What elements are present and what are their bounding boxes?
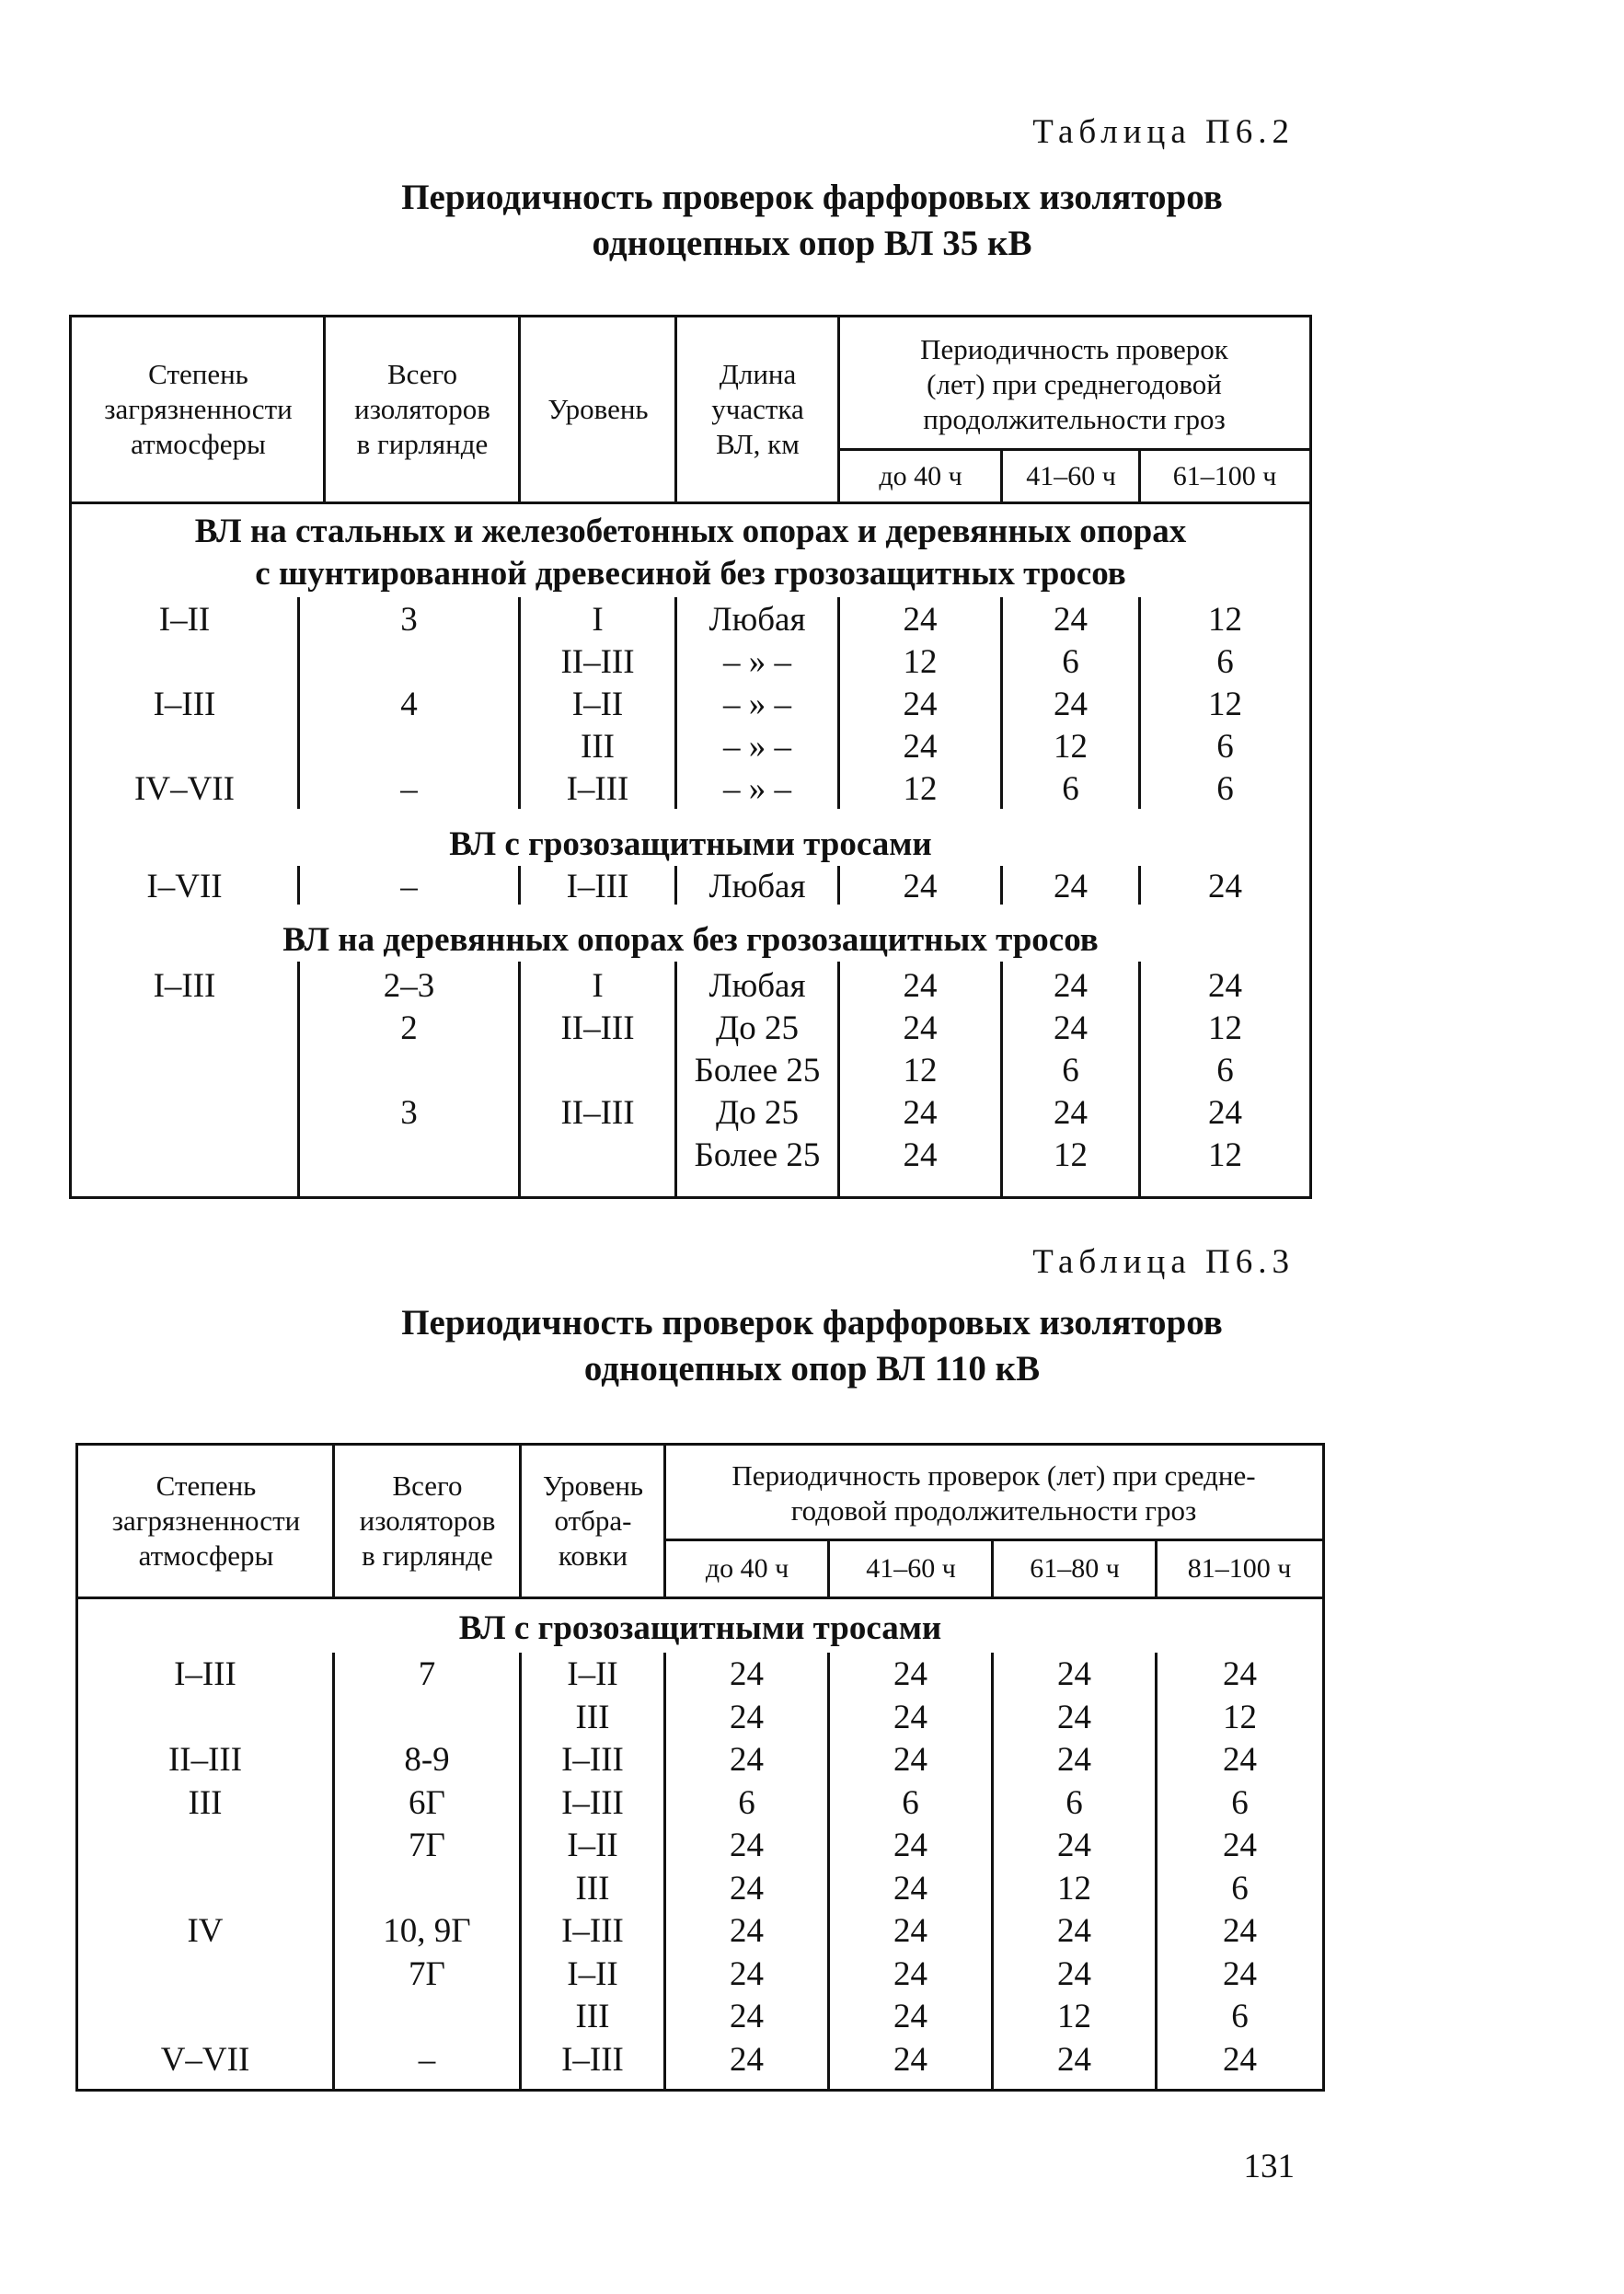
table-cell: 6 [1216, 1052, 1234, 1089]
table-cell [300, 1135, 518, 1177]
t2-header-divider [1155, 1539, 1158, 1597]
table-cell: Любая [708, 601, 806, 639]
table-cell: 12 [1054, 1136, 1088, 1174]
t1-section-heading: ВЛ на деревянных опорах без грозозащитных тросов [282, 921, 1099, 959]
table-cell: – » – [723, 770, 791, 808]
table-cell: 24 [1054, 686, 1088, 723]
header-text: Всего [386, 358, 458, 390]
t2-header-divider [991, 1539, 994, 1597]
table-cell: 24 [893, 1741, 927, 1779]
table-cell: 12 [1208, 601, 1242, 639]
table-cell [335, 1868, 519, 1910]
table-cell: – » – [723, 728, 791, 766]
table-cell: 6 [1216, 728, 1234, 766]
table-cell: 24 [1054, 601, 1088, 639]
table-cell: 24 [1054, 1009, 1088, 1047]
table-cell: I–III [561, 2040, 624, 2079]
table-cell: I–II [567, 1827, 618, 1864]
table-cell: – [400, 868, 418, 905]
t1-header-pollution [72, 317, 325, 501]
table2-title-line: одноцепных опор ВЛ 110 кВ [583, 1349, 1041, 1389]
header-text: атмосферы [131, 428, 266, 460]
table-cell: 24 [903, 601, 938, 639]
table-cell [78, 1697, 332, 1739]
t2-header-bottom-rule [78, 1597, 1322, 1599]
table-cell: II–III [560, 1094, 635, 1132]
table-cell: 24 [1057, 1655, 1091, 1693]
table-cell [300, 726, 518, 768]
table-cell: III [575, 1998, 610, 2035]
table-cell: 6 [1065, 1783, 1083, 1822]
table-cell: 6 [1062, 643, 1079, 681]
table-cell: 24 [1054, 967, 1088, 1005]
table-cell: 24 [1057, 1741, 1091, 1779]
table2-title-line: Периодичность проверок фарфоровых изоляторов [401, 1303, 1223, 1343]
table-cell: До 25 [716, 1094, 799, 1132]
table2-label: Таблица П6.3 [1032, 1243, 1295, 1281]
table-cell: 24 [893, 1998, 927, 2035]
table-cell: 24 [1223, 1912, 1257, 1950]
table-cell: I–III [561, 1912, 624, 1950]
table-cell: 24 [893, 1698, 927, 1736]
table-cell: I–III [561, 1783, 624, 1822]
table-cell: I–III [566, 770, 629, 808]
table-cell: 24 [1208, 868, 1242, 905]
t2-header-pollution [78, 1446, 334, 1597]
table-cell: III [575, 1869, 610, 1908]
table-cell [72, 1135, 297, 1177]
table-cell: I–II [567, 1655, 618, 1693]
table-cell: I–VII [146, 868, 223, 905]
t1-header-insulators [325, 317, 520, 501]
table-cell: III [188, 1783, 223, 1822]
table-cell: 24 [893, 2040, 927, 2079]
table-cell: 6 [1062, 770, 1079, 808]
table-cell: 24 [903, 1094, 938, 1132]
table-cell [78, 1954, 332, 1996]
table1-title-line: Периодичность проверок фарфоровых изоляторов [401, 178, 1223, 217]
table-cell: 10, 9Г [383, 1912, 471, 1950]
table-cell: 24 [730, 1869, 764, 1908]
t2-header-divider [827, 1539, 830, 1597]
header-text: Периодичность проверок [920, 332, 1228, 365]
table-cell: I–III [153, 686, 216, 723]
table-cell [72, 726, 297, 768]
table-cell [72, 641, 297, 684]
t2-header-sub-60: 41–60 ч [866, 1553, 956, 1584]
table-cell: 24 [903, 967, 938, 1005]
table-cell: II–III [560, 1009, 635, 1047]
table-cell: 7Г [409, 1954, 445, 1993]
table-cell: 7Г [409, 1827, 445, 1864]
table-cell: I–II [158, 601, 211, 639]
table1 [69, 315, 1312, 1199]
table-cell: 12 [1223, 1698, 1257, 1736]
header-text: Степень [148, 358, 248, 390]
header-text: Длина [719, 358, 797, 390]
table-cell: 12 [1057, 1998, 1091, 2035]
table-cell: – [400, 770, 418, 808]
table-cell: II–III [167, 1741, 243, 1779]
table-cell [521, 1135, 674, 1177]
t1-header-divider [1000, 448, 1003, 501]
table-cell: 12 [1057, 1869, 1091, 1908]
header-text: загрязненности [104, 393, 293, 425]
table-cell: 6 [1216, 643, 1234, 681]
table-cell: I–II [567, 1954, 618, 1993]
table-cell: 12 [1208, 686, 1242, 723]
table-cell: I–III [153, 967, 216, 1005]
table-cell: I [592, 967, 604, 1005]
table-cell: 12 [1208, 1136, 1242, 1174]
table-cell: 24 [1223, 1741, 1257, 1779]
table-cell [78, 1996, 332, 2038]
section-heading-line: с шунтированной древесиной без грозозащитных тросов [255, 555, 1126, 593]
table-cell: 24 [730, 1912, 764, 1950]
table-cell: 24 [893, 1655, 927, 1693]
table-cell: 24 [1223, 1827, 1257, 1864]
t2-subheader-rule [665, 1539, 1322, 1541]
table1-title-line: одноцепных опор ВЛ 35 кВ [592, 224, 1032, 263]
header-text: ковки [558, 1539, 628, 1572]
table-cell: 24 [730, 1741, 764, 1779]
t1-header-bottom-rule [72, 501, 1309, 504]
t2-header-divider [332, 1446, 335, 1597]
table-cell: I–III [174, 1655, 236, 1693]
table-cell: 12 [1054, 728, 1088, 766]
t1-header-divider [1138, 448, 1141, 501]
table-cell: 24 [730, 1698, 764, 1736]
t1-header-sub-60: 41–60 ч [1026, 460, 1116, 491]
t1-header-divider [323, 317, 326, 501]
t1-header-period [839, 317, 1309, 451]
table-cell: Более 25 [694, 1136, 821, 1174]
table-cell: 24 [730, 1655, 764, 1693]
table-cell: 24 [903, 728, 938, 766]
header-text: в гирлянде [356, 428, 489, 460]
table-cell: 24 [1057, 1827, 1091, 1864]
table1-label: Таблица П6.2 [1032, 113, 1295, 151]
t2-header-sub-100: 81–100 ч [1187, 1553, 1292, 1584]
t1-header-divider [518, 317, 521, 501]
header-text: отбра- [554, 1504, 632, 1537]
table-cell: 24 [1057, 1954, 1091, 1993]
table-cell: 24 [1208, 967, 1242, 1005]
table-cell: 24 [893, 1954, 927, 1993]
header-text: изоляторов [359, 1504, 496, 1537]
t2-header-sub-40: до 40 ч [705, 1553, 789, 1584]
table-cell: 24 [1057, 1912, 1091, 1950]
table-cell: 24 [1054, 1094, 1088, 1132]
table-cell: I–III [566, 868, 629, 905]
header-text: участка [711, 393, 804, 425]
table-cell: 24 [893, 1912, 927, 1950]
t2-header-divider [663, 1446, 666, 1597]
page-number: 131 [1243, 2148, 1295, 2185]
table-cell: I–II [571, 686, 624, 723]
table-cell: – » – [723, 686, 791, 723]
table-cell: 24 [903, 1136, 938, 1174]
table-cell: IV–VII [134, 770, 235, 808]
table-cell: 3 [400, 601, 418, 639]
header-text: атмосферы [138, 1539, 274, 1572]
t1-header-level [520, 317, 676, 501]
table-cell: 24 [903, 1009, 938, 1047]
table-cell: До 25 [716, 1009, 799, 1047]
t1-header-length [676, 317, 839, 501]
table-cell: 24 [1223, 1954, 1257, 1993]
table-cell: 6 [1231, 1783, 1249, 1822]
table1-title [0, 175, 1624, 267]
table-cell: 24 [903, 868, 938, 905]
table-cell: 6 [902, 1783, 919, 1822]
table-cell: Любая [708, 967, 806, 1005]
t1-section-heading: ВЛ с грозозащитными тросами [449, 825, 932, 863]
table-cell: III [575, 1698, 610, 1736]
t2-header-period [665, 1446, 1322, 1541]
table-cell: 24 [730, 1954, 764, 1993]
table-cell: II–III [560, 643, 635, 681]
table-cell: 6 [738, 1783, 755, 1822]
table-cell [78, 1868, 332, 1910]
table-cell: I–III [561, 1741, 624, 1779]
table-cell: V–VII [160, 2040, 250, 2079]
table-cell: 24 [1057, 2040, 1091, 2079]
table-cell [335, 1697, 519, 1739]
table-cell [335, 1996, 519, 2038]
table-cell: 2–3 [383, 967, 435, 1005]
table-cell [300, 1050, 518, 1092]
table-cell: 6 [1231, 1998, 1249, 2035]
t1-header-sub-100: 61–100 ч [1172, 460, 1277, 491]
table-cell: 24 [893, 1827, 927, 1864]
table-cell [72, 1008, 297, 1050]
header-text: Уровень [542, 1470, 644, 1502]
table-cell [78, 1825, 332, 1867]
t2-section-heading: ВЛ с грозозащитными тросами [458, 1609, 942, 1647]
table-cell: 6 [1062, 1052, 1079, 1089]
table-cell: 24 [1054, 868, 1088, 905]
table-cell: 3 [400, 1094, 418, 1132]
table-cell: 6Г [409, 1783, 445, 1822]
t1-section-heading [72, 511, 1309, 595]
section-heading-line: ВЛ на стальных и железобетонных опорах и деревянных опорах [194, 513, 1187, 550]
t1-header-divider [674, 317, 677, 501]
header-text: продолжительности гроз [923, 402, 1226, 435]
t2-header-sub-80: 61–80 ч [1030, 1553, 1120, 1584]
header-text: в гирлянде [362, 1539, 493, 1572]
table-cell: 2 [400, 1009, 418, 1047]
table-cell [300, 641, 518, 684]
table-cell: – [418, 2040, 436, 2079]
table-cell: 24 [730, 1827, 764, 1864]
table-cell: 6 [1216, 770, 1234, 808]
table-cell: 24 [730, 1998, 764, 2035]
table-cell: 6 [1231, 1869, 1249, 1908]
t1-header-sub-40: до 40 ч [879, 460, 962, 491]
table-cell: I [592, 601, 604, 639]
header-text: Степень [155, 1470, 257, 1502]
table-cell: 24 [730, 2040, 764, 2079]
table-cell: 8-9 [404, 1741, 450, 1779]
table-cell: 12 [903, 1052, 938, 1089]
header-text: (лет) при среднегодовой [927, 367, 1222, 400]
table-cell: – » – [723, 643, 791, 681]
t2-header-level [521, 1446, 665, 1597]
header-text: изоляторов [354, 393, 490, 425]
table-cell: 12 [903, 643, 938, 681]
table-cell: III [581, 728, 615, 766]
table-cell [72, 1050, 297, 1092]
header-text: Периодичность проверок (лет) при средне- [731, 1459, 1256, 1492]
table-cell: 24 [903, 686, 938, 723]
table-cell: 24 [1223, 1655, 1257, 1693]
header-text: Всего [392, 1470, 463, 1502]
table-cell: 24 [1223, 2040, 1257, 2079]
table-cell: 7 [418, 1655, 436, 1693]
header-text: ВЛ, км [716, 428, 800, 460]
table-cell: 4 [400, 686, 418, 723]
table-cell: IV [187, 1912, 224, 1950]
table-cell: 12 [903, 770, 938, 808]
table-cell: 12 [1208, 1009, 1242, 1047]
header-text: годовой продолжительности гроз [790, 1494, 1197, 1527]
table-cell: 24 [1057, 1698, 1091, 1736]
header-text: Уровень [547, 393, 649, 425]
table-cell [521, 1050, 674, 1092]
t2-header-insulators [334, 1446, 521, 1597]
table-cell [72, 1092, 297, 1135]
table-cell: 24 [1208, 1094, 1242, 1132]
table-cell: 24 [893, 1869, 927, 1908]
table2 [75, 1443, 1325, 2092]
table2-title [0, 1300, 1624, 1392]
t2-header-divider [519, 1446, 522, 1597]
header-text: загрязненности [111, 1504, 301, 1537]
table-cell: Более 25 [694, 1052, 821, 1089]
table-cell: Любая [708, 868, 806, 905]
t1-header-divider [837, 317, 840, 501]
t1-subheader-rule [839, 448, 1309, 451]
